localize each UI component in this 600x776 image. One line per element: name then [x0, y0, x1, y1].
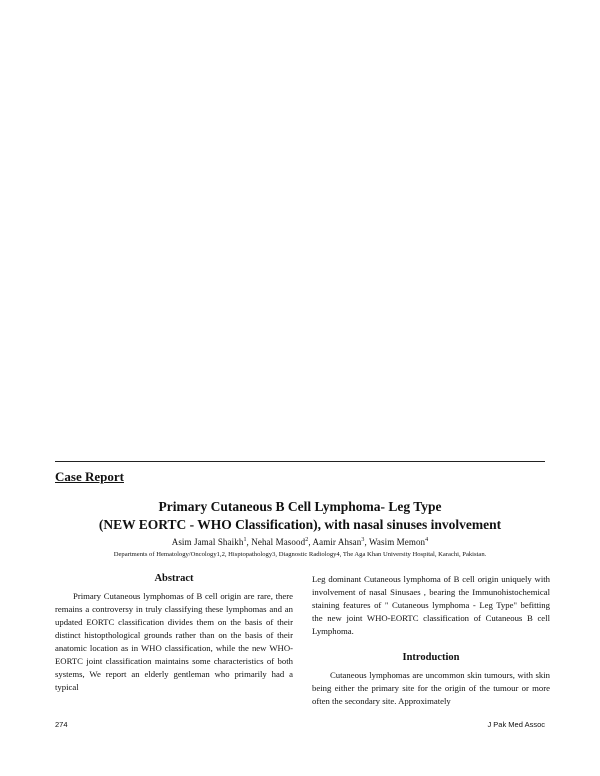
- abstract-continuation: Leg dominant Cutaneous lymphoma of B cell origin uniquely with involvement of nasal Sinusaes , bearing the Immunohistochemical staining features of " Cutaneous lymphoma - Leg Type" befitting the new joint WHO-EORTC classification of Cutaneous B cell Lymphoma.: [312, 574, 550, 636]
- article-title-line-1: Primary Cutaneous B Cell Lymphoma- Leg Type: [158, 499, 442, 514]
- affiliations: Departments of Hematology/Oncology1,2, Hisptopathology3, Diagnostic Radiology4, The Aga Khan University Hospital, Karachi, Pakistan.: [113, 551, 487, 558]
- author-affiliation-number: 4: [425, 537, 429, 543]
- journal-name: J Pak Med Assoc: [487, 720, 545, 729]
- introduction-heading: Introduction: [402, 652, 460, 663]
- right-column: [312, 573, 550, 708]
- article-title-line-2: (NEW EORTC - WHO Classification), with nasal sinuses involvement: [98, 517, 502, 532]
- left-column: [55, 572, 293, 694]
- section-label: Case Report: [55, 469, 124, 484]
- author-affiliation-number: 1: [243, 537, 247, 543]
- introduction-paragraph: Cutaneous lymphomas are uncommon skin tumours, with skin being either the primary site for the origin of the tumour or more often the secondary site. Approximately: [312, 670, 550, 706]
- author-name: Asim Jamal Shaikh: [171, 537, 244, 547]
- page-number: 274: [55, 720, 68, 729]
- author-name: Nehal Masood: [251, 537, 306, 547]
- abstract-heading: Abstract: [154, 573, 194, 584]
- abstract-paragraph: Primary Cutaneous lymphomas of B cell origin are rare, there remains a controversy in truly classifying these lymphomas and an updated EORTC classification divides them on the basis of their distinct histopthological grounds rather than on the basis of their anatomic location as in WHO classification, while the new WHO- EORTC joint classification maintains some characteristics of both systems, We report an elderly gentleman who primarily had a typical: [55, 591, 293, 692]
- author-name: Wasim Memon: [369, 537, 426, 547]
- author-affiliation-number: 3: [361, 537, 365, 543]
- author-affiliation-number: 2: [305, 537, 309, 543]
- author-name: Aamir Ahsan: [312, 537, 362, 547]
- header-rule: [55, 461, 545, 462]
- author-list: Asim Jamal Shaikh$^1$, Nehal Masood$^2$, Aamir Ahsan$^3$, Wasim Memon$^4$: [171, 537, 429, 547]
